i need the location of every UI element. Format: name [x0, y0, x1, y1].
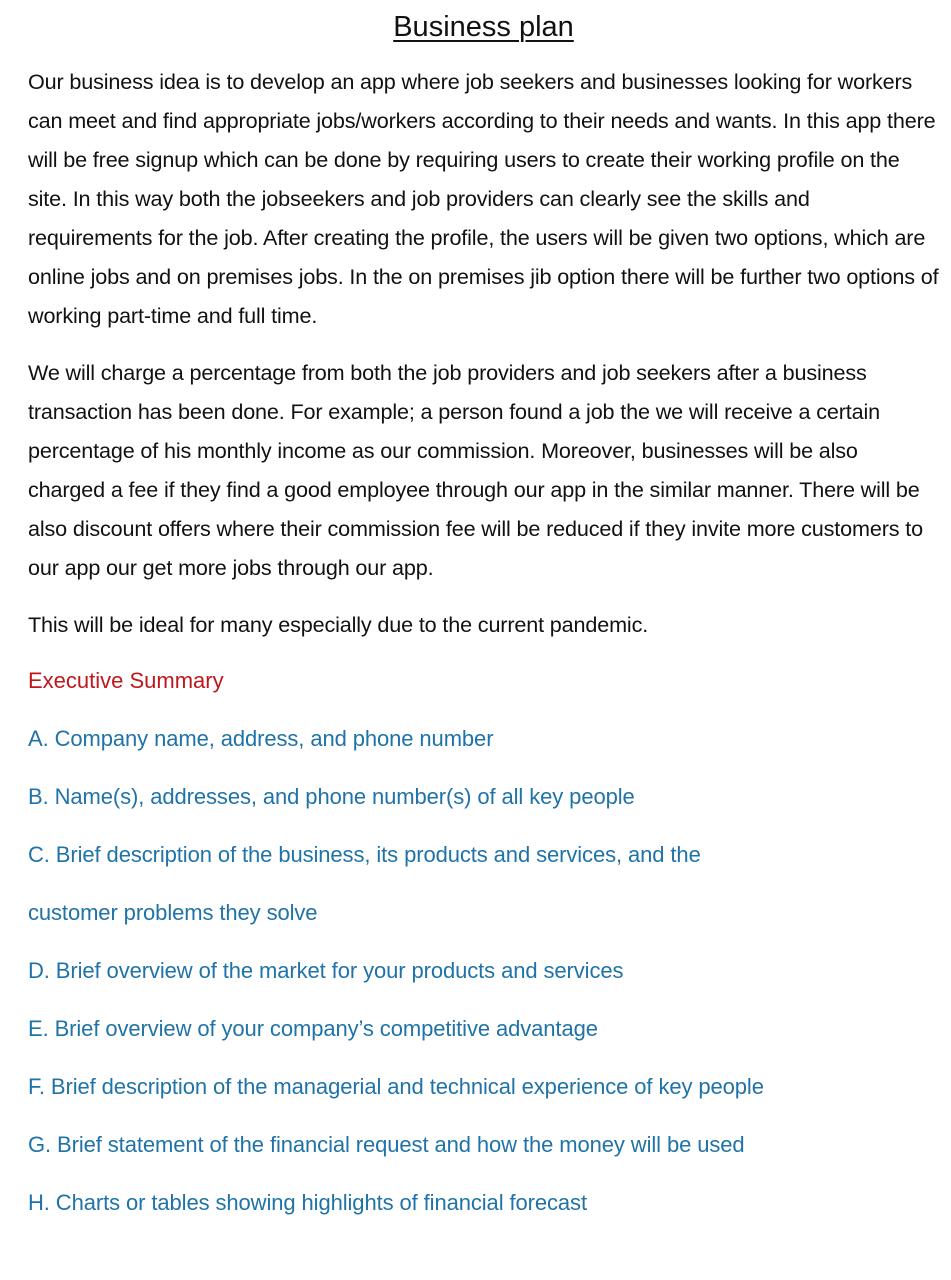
paragraph-business-idea: Our business idea is to develop an app where job seekers and businesses looking for workers can meet and find appropriate jobs/workers according to their needs and wants. In this app there will be free signup which can be done by requiring users to create their working profile on the site. In this way both the jobseekers and job providers can clearly see the skills and requirements for the job. After creating the profile, the users will be given two options, which are online jobs and on premises jobs. In the on premises jib option there will be further two options of working part-time and full time. — [28, 69, 939, 328]
outline-item-f: F. Brief description of the managerial and technical experience of key people — [28, 1074, 764, 1099]
outline-item-a: A. Company name, address, and phone number — [28, 726, 494, 751]
section-heading-executive-summary: Executive Summary — [28, 668, 224, 693]
executive-summary-outline — [28, 720, 939, 1222]
outline-item-e: E. Brief overview of your company’s competitive advantage — [28, 1016, 598, 1041]
paragraph-charges: We will charge a percentage from both the job providers and job seekers after a business transaction has been done. For example; a person found a job the we will receive a certain percentage of his monthly income as our commission. Moreover, businesses will be also charged a fee if they find a good employee through our app in the similar manner. There will be also discount offers where their commission fee will be reduced if they invite more customers to our app our get more jobs through our app. — [28, 360, 923, 580]
page-title: Business plan — [393, 11, 574, 43]
outline-item-c-continued: customer problems they solve — [28, 900, 318, 925]
outline-item-g: G. Brief statement of the financial request and how the money will be used — [28, 1132, 745, 1157]
outline-item-c: C. Brief description of the business, its products and services, and the — [28, 842, 701, 867]
outline-item-d: D. Brief overview of the market for your products and services — [28, 958, 624, 983]
paragraph-pandemic: This will be ideal for many especially due to the current pandemic. — [28, 612, 649, 637]
outline-item-b: B. Name(s), addresses, and phone number(s) of all key people — [28, 784, 635, 809]
outline-item-h: H. Charts or tables showing highlights of financial forecast — [28, 1190, 587, 1215]
